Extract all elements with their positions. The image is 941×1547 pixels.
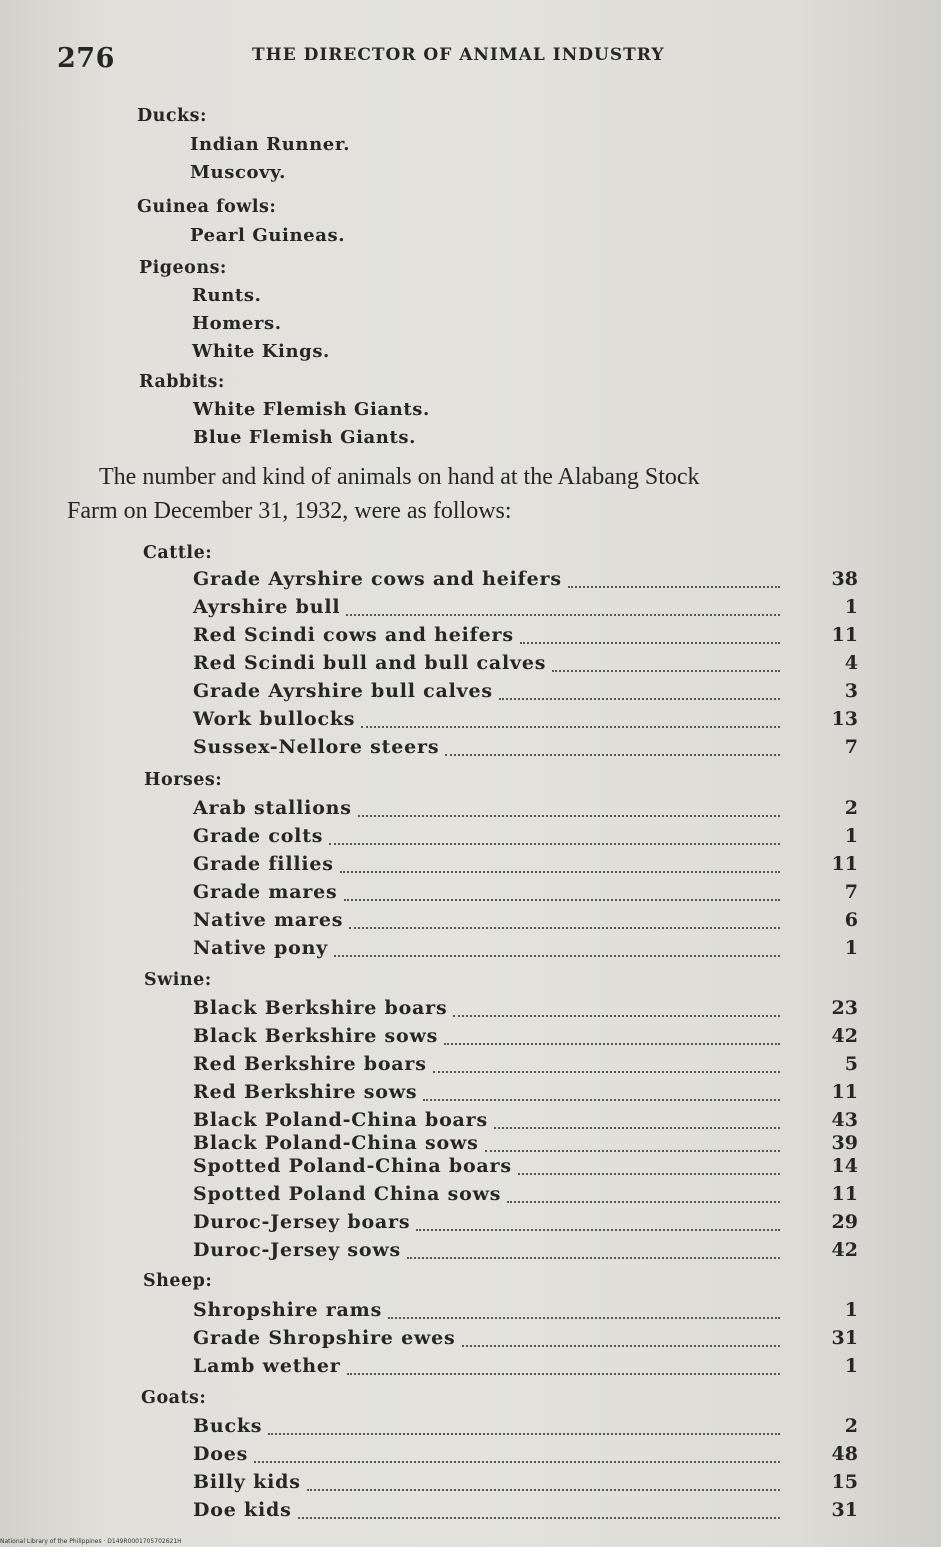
row-label: Ayrshire bull bbox=[193, 596, 341, 618]
page-number: 276 bbox=[57, 43, 115, 74]
inventory-row bbox=[193, 797, 858, 823]
leader-dots bbox=[445, 754, 780, 756]
category-ducks: Ducks: bbox=[137, 106, 207, 126]
leader-dots bbox=[520, 642, 780, 644]
row-value: 13 bbox=[831, 708, 858, 730]
row-value: 11 bbox=[831, 624, 858, 646]
inventory-row bbox=[193, 680, 858, 706]
category-sheep: Sheep: bbox=[143, 1271, 213, 1291]
breed-item: Indian Runner. bbox=[190, 134, 351, 155]
inventory-row bbox=[193, 1081, 858, 1107]
inventory-row bbox=[193, 1327, 858, 1353]
leader-dots bbox=[340, 871, 780, 873]
leader-dots bbox=[453, 1015, 780, 1017]
inventory-row bbox=[193, 1239, 858, 1265]
category-pigeons: Pigeons: bbox=[139, 258, 227, 278]
row-label: Native pony bbox=[193, 937, 329, 959]
inventory-row bbox=[193, 652, 858, 678]
leader-dots bbox=[346, 614, 780, 616]
inventory-row bbox=[193, 1355, 858, 1381]
leader-dots bbox=[407, 1257, 780, 1259]
inventory-row bbox=[193, 1155, 858, 1181]
breed-item: Blue Flemish Giants. bbox=[193, 427, 416, 448]
row-value: 2 bbox=[844, 797, 858, 819]
leader-dots bbox=[444, 1043, 780, 1045]
row-value: 1 bbox=[844, 825, 858, 847]
leader-dots bbox=[416, 1229, 780, 1231]
leader-dots bbox=[485, 1150, 780, 1152]
category-rabbits: Rabbits: bbox=[139, 372, 225, 392]
inventory-row bbox=[193, 825, 858, 851]
row-value: 6 bbox=[844, 909, 858, 931]
row-value: 14 bbox=[831, 1155, 858, 1177]
leader-dots bbox=[358, 815, 780, 817]
row-value: 29 bbox=[831, 1211, 858, 1233]
row-label: Bucks bbox=[193, 1415, 263, 1437]
row-label: Grade fillies bbox=[193, 853, 334, 875]
inventory-row bbox=[193, 624, 858, 650]
leader-dots bbox=[334, 955, 780, 957]
breed-item: Homers. bbox=[192, 313, 282, 334]
paragraph-line: Farm on December 31, 1932, were as follows: bbox=[67, 498, 512, 524]
row-value: 42 bbox=[831, 1025, 858, 1047]
row-label: Arab stallions bbox=[193, 797, 352, 819]
row-label: Red Scindi cows and heifers bbox=[193, 624, 514, 646]
inventory-row bbox=[193, 1499, 858, 1525]
inventory-row bbox=[193, 997, 858, 1023]
row-value: 4 bbox=[844, 652, 858, 674]
inventory-row bbox=[193, 1183, 858, 1209]
breed-item: Muscovy. bbox=[190, 162, 287, 183]
row-label: Grade Shropshire ewes bbox=[193, 1327, 456, 1349]
row-value: 7 bbox=[844, 736, 858, 758]
inventory-row bbox=[193, 909, 858, 935]
row-value: 31 bbox=[831, 1327, 858, 1349]
row-value: 1 bbox=[844, 1355, 858, 1377]
category-guinea-fowls: Guinea fowls: bbox=[137, 197, 277, 217]
leader-dots bbox=[462, 1345, 780, 1347]
breed-item: Runts. bbox=[192, 285, 262, 306]
leader-dots bbox=[349, 927, 780, 929]
inventory-row bbox=[193, 1053, 858, 1079]
inventory-row bbox=[193, 596, 858, 622]
breed-item: White Kings. bbox=[192, 341, 330, 362]
intro-paragraph bbox=[67, 460, 927, 528]
inventory-row bbox=[193, 1443, 858, 1469]
row-value: 39 bbox=[831, 1132, 858, 1154]
row-label: Work bullocks bbox=[193, 708, 356, 730]
row-value: 5 bbox=[844, 1053, 858, 1075]
row-value: 48 bbox=[831, 1443, 858, 1465]
inventory-row bbox=[193, 568, 858, 594]
leader-dots bbox=[494, 1127, 780, 1129]
leader-dots bbox=[388, 1317, 780, 1319]
leader-dots bbox=[499, 698, 780, 700]
category-cattle: Cattle: bbox=[143, 543, 213, 563]
leader-dots bbox=[254, 1461, 780, 1463]
row-value: 11 bbox=[831, 1183, 858, 1205]
inventory-row bbox=[193, 708, 858, 734]
row-value: 23 bbox=[831, 997, 858, 1019]
row-label: Shropshire rams bbox=[193, 1299, 383, 1321]
leader-dots bbox=[518, 1173, 780, 1175]
row-label: Native mares bbox=[193, 909, 344, 931]
inventory-row bbox=[193, 937, 858, 963]
row-value: 2 bbox=[844, 1415, 858, 1437]
row-label: Sussex-Nellore steers bbox=[193, 736, 440, 758]
inventory-row bbox=[193, 1211, 858, 1237]
leader-dots bbox=[361, 726, 780, 728]
row-label: Billy kids bbox=[193, 1471, 301, 1493]
leader-dots bbox=[507, 1201, 780, 1203]
leader-dots bbox=[552, 670, 780, 672]
row-value: 1 bbox=[844, 596, 858, 618]
row-value: 1 bbox=[844, 1299, 858, 1321]
leader-dots bbox=[423, 1099, 780, 1101]
row-value: 7 bbox=[844, 881, 858, 903]
leader-dots bbox=[433, 1071, 780, 1073]
row-label: Grade Ayrshire bull calves bbox=[193, 680, 493, 702]
row-label: Doe kids bbox=[193, 1499, 292, 1521]
row-label: Spotted Poland China sows bbox=[193, 1183, 502, 1205]
row-label: Black Berkshire boars bbox=[193, 997, 448, 1019]
category-horses: Horses: bbox=[144, 770, 223, 790]
breed-item: White Flemish Giants. bbox=[193, 399, 430, 420]
row-value: 15 bbox=[831, 1471, 858, 1493]
inventory-row bbox=[193, 1025, 858, 1051]
row-label: Black Poland-China boars bbox=[193, 1109, 488, 1131]
row-value: 3 bbox=[844, 680, 858, 702]
inventory-row bbox=[193, 1299, 858, 1325]
inventory-row bbox=[193, 881, 858, 907]
leader-dots bbox=[347, 1373, 780, 1375]
row-value: 11 bbox=[831, 853, 858, 875]
leader-dots bbox=[344, 899, 780, 901]
row-label: Red Scindi bull and bull calves bbox=[193, 652, 547, 674]
row-label: Grade Ayrshire cows and heifers bbox=[193, 568, 562, 590]
leader-dots bbox=[268, 1433, 780, 1435]
paragraph-line: The number and kind of animals on hand at the Alabang Stock bbox=[99, 464, 700, 490]
category-swine: Swine: bbox=[144, 970, 212, 990]
row-label: Duroc-Jersey boars bbox=[193, 1211, 411, 1233]
row-label: Red Berkshire sows bbox=[193, 1081, 418, 1103]
row-label: Lamb wether bbox=[193, 1355, 341, 1377]
row-label: Grade mares bbox=[193, 881, 338, 903]
scan-footer: National Library of the Philippines · D149R0001705702621H bbox=[0, 1538, 182, 1545]
row-label: Black Berkshire sows bbox=[193, 1025, 439, 1047]
row-label: Grade colts bbox=[193, 825, 324, 847]
inventory-row bbox=[193, 853, 858, 879]
leader-dots bbox=[298, 1517, 780, 1519]
leader-dots bbox=[329, 843, 780, 845]
row-label: Red Berkshire boars bbox=[193, 1053, 427, 1075]
inventory-row bbox=[193, 1415, 858, 1441]
row-value: 43 bbox=[831, 1109, 858, 1131]
breed-item: Pearl Guineas. bbox=[190, 225, 346, 246]
row-value: 38 bbox=[831, 568, 858, 590]
inventory-row bbox=[193, 1471, 858, 1497]
category-goats: Goats: bbox=[141, 1388, 207, 1408]
row-value: 1 bbox=[844, 937, 858, 959]
row-label: Black Poland-China sows bbox=[193, 1132, 479, 1154]
row-label: Duroc-Jersey sows bbox=[193, 1239, 401, 1261]
row-value: 11 bbox=[831, 1081, 858, 1103]
row-value: 42 bbox=[831, 1239, 858, 1261]
row-label: Does bbox=[193, 1443, 249, 1465]
leader-dots bbox=[568, 586, 780, 588]
row-label: Spotted Poland-China boars bbox=[193, 1155, 512, 1177]
running-header: THE DIRECTOR OF ANIMAL INDUSTRY bbox=[252, 45, 665, 65]
leader-dots bbox=[307, 1489, 780, 1491]
row-value: 31 bbox=[831, 1499, 858, 1521]
inventory-row bbox=[193, 736, 858, 762]
